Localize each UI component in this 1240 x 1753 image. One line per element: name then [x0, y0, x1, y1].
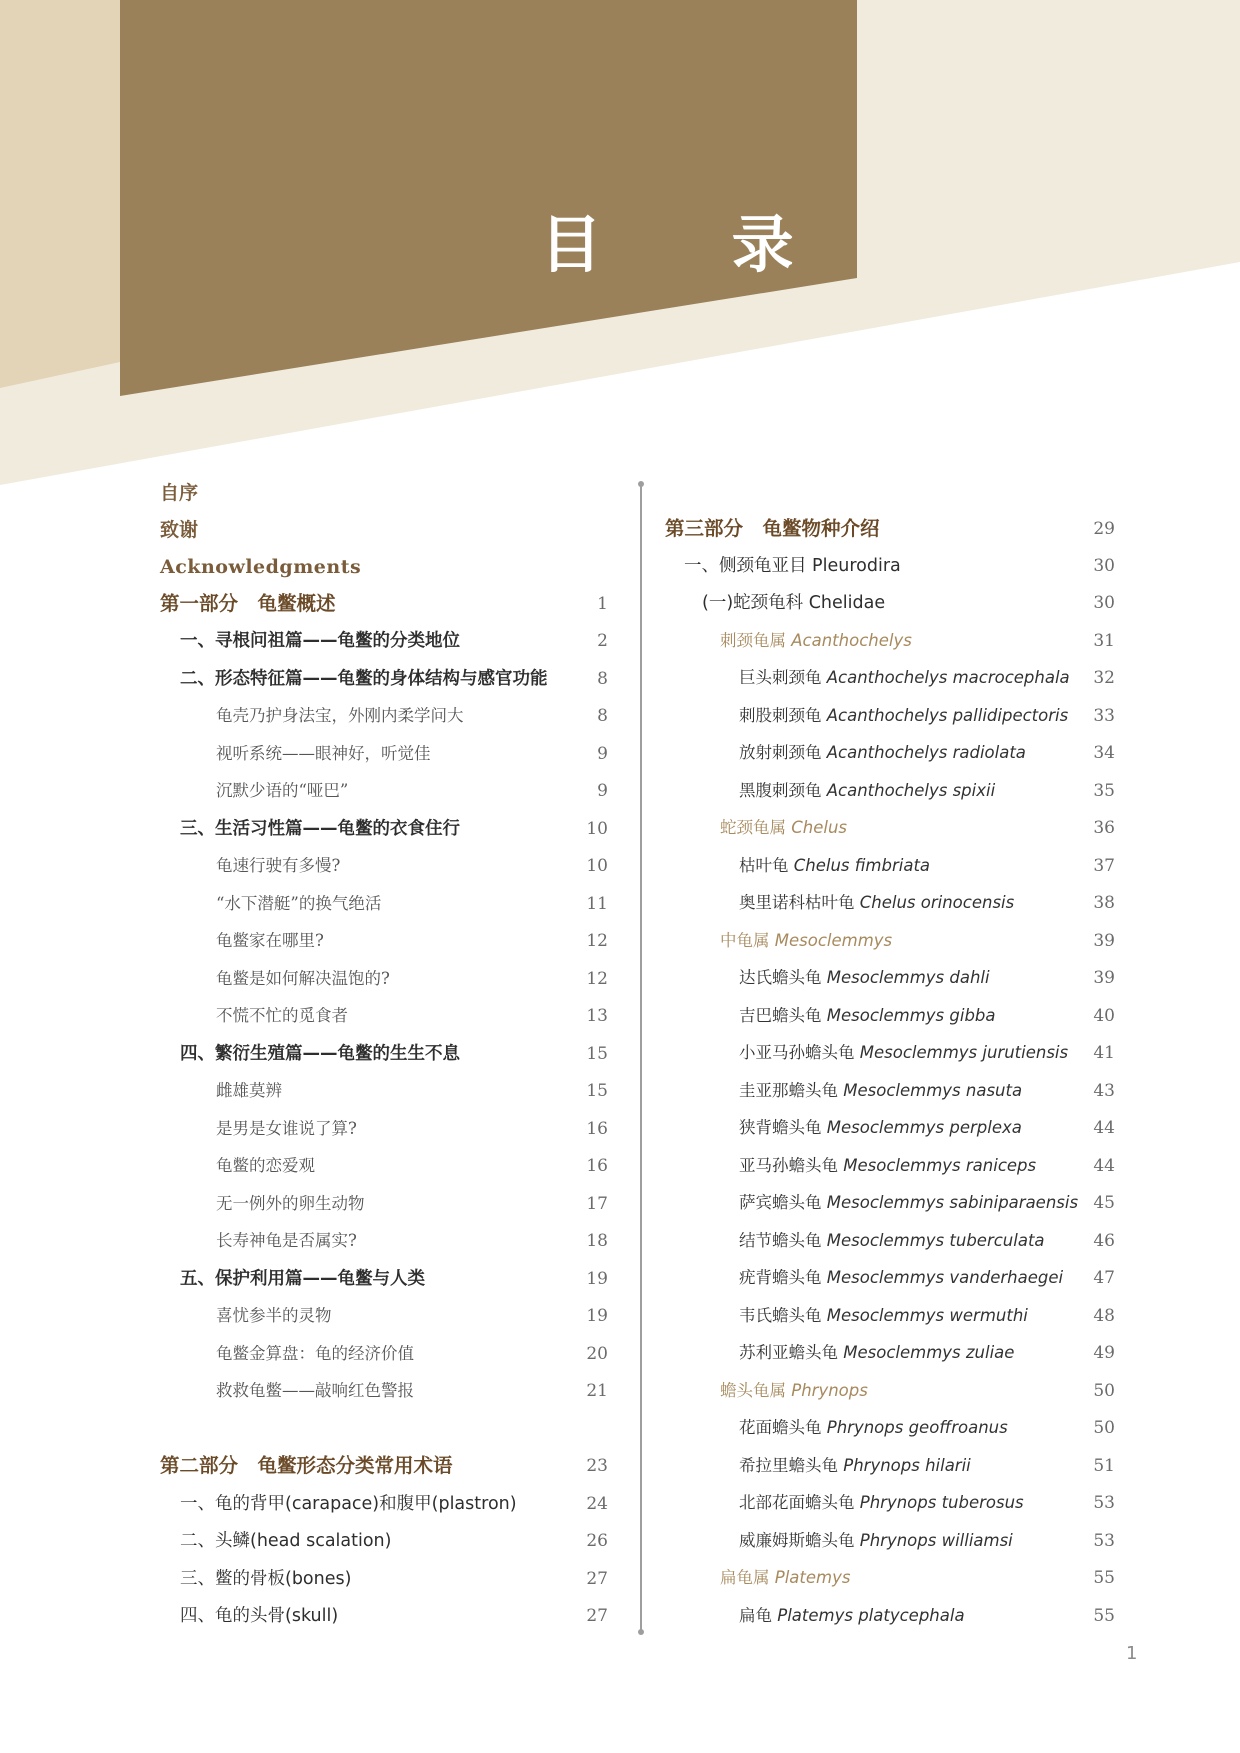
toc-entry-title	[160, 476, 198, 510]
toc-entry-page: 50	[1093, 1381, 1115, 1401]
toc-entry-latin-name: Mesoclemmys vanderhaegei	[826, 1268, 1064, 1287]
toc-entry-label: 吉巴蟾头龟	[739, 1006, 827, 1025]
toc-entry-page: 40	[1093, 1006, 1115, 1026]
toc-entry-label: 龟鳖金算盘：龟的经济价值	[216, 1344, 414, 1363]
toc-entry-label: “水下潜艇”的换气绝活	[216, 894, 382, 913]
toc-entry	[0, 1149, 1240, 1183]
toc-entry-page: 31	[1093, 631, 1115, 651]
toc-entry-label: 小亚马孙蟾头龟	[739, 1043, 860, 1062]
toc-entry-latin-name: Chelus	[791, 818, 848, 837]
toc-entry-label: 达氏蟾头龟	[739, 968, 827, 987]
toc-entry-label: 三、鳖的骨板(bones)	[180, 1569, 352, 1589]
toc-entry-page: 24	[586, 1494, 608, 1514]
toc-entry-label: 一、龟的背甲(carapace)和腹甲(plastron)	[180, 1494, 517, 1514]
toc-entry-page: 1	[597, 594, 608, 614]
toc-entry-latin-name: Acanthochelys macrocephala	[826, 668, 1070, 687]
toc-entry-label: 一、侧颈龟亚目 Pleurodira	[684, 556, 901, 576]
toc-entry	[0, 999, 1240, 1033]
toc-entry-title	[739, 961, 990, 995]
toc-entry-title	[720, 924, 892, 958]
toc-entry-label: 龟鳖是如何解决温饱的?	[216, 969, 390, 988]
toc-entry-page: 34	[1093, 743, 1115, 763]
column-divider	[640, 483, 642, 1633]
toc-entry-label: 视听系统——眼神好，听觉佳	[216, 744, 431, 763]
toc-entry-title	[739, 1186, 1078, 1220]
toc-entry-latin-name: Mesoclemmys jurutiensis	[859, 1043, 1069, 1062]
toc-entry-title	[739, 736, 1026, 770]
toc-entry-page: 39	[1093, 931, 1115, 951]
toc-entry-page: 43	[1093, 1081, 1115, 1101]
toc-entry-label: 龟速行驶有多慢?	[216, 856, 341, 875]
toc-entry-label: 喜忧参半的灵物	[216, 1306, 332, 1325]
toc-entry-page: 12	[586, 931, 608, 951]
toc-entry	[0, 661, 1240, 695]
toc-entry-page: 19	[586, 1269, 608, 1289]
toc-entry-page: 53	[1093, 1493, 1115, 1513]
toc-entry-page: 44	[1093, 1156, 1115, 1176]
toc-entry-title	[720, 1561, 850, 1595]
toc-entry-label: 沉默少语的“哑巴”	[216, 781, 349, 800]
toc-entry-label: Acknowledgments	[160, 556, 362, 578]
toc-entry-title	[739, 1299, 1028, 1333]
toc-entry-title	[684, 549, 901, 583]
header-light-band	[0, 0, 120, 388]
toc-entry-page: 15	[586, 1044, 608, 1064]
toc-entry-title	[739, 1036, 1068, 1070]
toc-entry-label: 扁龟	[739, 1606, 778, 1625]
toc-entry-label: 五、保护利用篇——龟鳖与人类	[180, 1269, 425, 1289]
toc-entry-latin-name: Phrynops tuberosus	[859, 1493, 1024, 1512]
toc-entry	[0, 1074, 1240, 1108]
toc-entry-title	[739, 1599, 965, 1633]
toc-entry-latin-name: Mesoclemmys raniceps	[843, 1156, 1037, 1175]
toc-entry-label: 蟾头龟属	[720, 1381, 792, 1400]
toc-entry-page: 49	[1093, 1343, 1115, 1363]
toc-entry-label: 长寿神龟是否属实?	[216, 1231, 357, 1250]
toc-entry-page: 16	[586, 1156, 608, 1176]
toc-entry-title	[739, 1149, 1036, 1183]
toc-entry	[0, 476, 1240, 510]
toc-entry-page: 27	[586, 1606, 608, 1626]
toc-entry-title	[739, 774, 995, 808]
toc-entry-page: 55	[1093, 1606, 1115, 1626]
toc-entry-page: 15	[586, 1081, 608, 1101]
toc-entry-label: 中龟属	[720, 931, 775, 950]
toc-entry	[0, 736, 1240, 770]
toc-entry-label: 狭背蟾头龟	[739, 1118, 827, 1137]
toc-entry	[0, 512, 1240, 546]
toc-entry-latin-name: Chelus orinocensis	[859, 893, 1015, 912]
toc-entry-page: 51	[1093, 1456, 1115, 1476]
toc-entry-label: 刺股刺颈龟	[739, 706, 827, 725]
toc-entry-title	[739, 1411, 1008, 1445]
toc-entry	[0, 886, 1240, 920]
toc-entry	[0, 1411, 1240, 1445]
toc-entry-page: 29	[1093, 519, 1115, 539]
toc-entry-title	[739, 1336, 1014, 1370]
toc-entry-page: 12	[586, 969, 608, 989]
toc-entry-page: 44	[1093, 1118, 1115, 1138]
toc-entry	[0, 811, 1240, 845]
toc-entry-title	[720, 624, 912, 658]
toc-entry-label: 第一部分 龟鳖概述	[160, 592, 336, 615]
toc-entry	[0, 1599, 1240, 1633]
toc-entry	[0, 699, 1240, 733]
toc-entry-page: 21	[586, 1381, 608, 1401]
toc-entry-label: 萨宾蟾头龟	[739, 1193, 827, 1212]
toc-entry-page: 38	[1093, 893, 1115, 913]
toc-entry-page: 27	[586, 1569, 608, 1589]
toc-entry-page: 26	[586, 1531, 608, 1551]
toc-entry	[0, 924, 1240, 958]
toc-entry	[0, 1186, 1240, 1220]
toc-entry-page: 32	[1093, 668, 1115, 688]
toc-entry-page: 9	[597, 781, 608, 801]
toc-entry-latin-name: Acanthochelys	[791, 631, 912, 650]
toc-entry-page: 55	[1093, 1568, 1115, 1588]
toc-entry-latin-name: Mesoclemmys	[774, 931, 893, 950]
toc-entry-label: 三、生活习性篇——龟鳖的衣食住行	[180, 819, 460, 839]
toc-entry-label: 希拉里蟾头龟	[739, 1456, 844, 1475]
toc-entry-title	[739, 849, 930, 883]
toc-entry-page: 45	[1093, 1193, 1115, 1213]
toc-entry-title	[739, 699, 1068, 733]
toc-entry-latin-name: Phrynops	[791, 1381, 868, 1400]
toc-entry-latin-name: Mesoclemmys wermuthi	[826, 1306, 1028, 1325]
toc-entry-title	[739, 1111, 1022, 1145]
page-title: 目 录	[540, 208, 848, 281]
toc-entry-page: 10	[586, 856, 608, 876]
toc-entry	[0, 1111, 1240, 1145]
toc-entry-title	[720, 1374, 868, 1408]
toc-entry	[0, 549, 1240, 583]
toc-entry-label: 枯叶龟	[739, 856, 794, 875]
toc-entry-page: 46	[1093, 1231, 1115, 1251]
toc-entry	[0, 624, 1240, 658]
toc-entry-page: 36	[1093, 818, 1115, 838]
toc-entry-label: 第二部分 龟鳖形态分类常用术语	[160, 1454, 453, 1477]
toc-entry	[0, 586, 1240, 620]
toc-entry-label: (一)蛇颈龟科 Chelidae	[702, 593, 886, 613]
toc-entry-label: 扁龟属	[720, 1568, 775, 1587]
toc-entry-latin-name: Phrynops geoffroanus	[826, 1418, 1008, 1437]
toc-entry-latin-name: Mesoclemmys tuberculata	[826, 1231, 1045, 1250]
toc-entry-title	[739, 661, 1070, 695]
toc-entry-label: 花面蟾头龟	[739, 1418, 827, 1437]
toc-entry-label: 不慌不忙的觅食者	[216, 1006, 348, 1025]
toc-entry-label: 奥里诺科枯叶龟	[739, 893, 860, 912]
toc-entry	[0, 1336, 1240, 1370]
toc-entry-page: 47	[1093, 1268, 1115, 1288]
toc-entry-page: 2	[597, 631, 608, 651]
toc-entry-label: 龟鳖的恋爱观	[216, 1156, 315, 1175]
toc-entry-label: 放射刺颈龟	[739, 743, 827, 762]
toc-entry-latin-name: Mesoclemmys sabiniparaensis	[826, 1193, 1079, 1212]
toc-entry-title	[739, 1524, 1013, 1558]
toc-entry-page: 37	[1093, 856, 1115, 876]
toc-entry-page: 41	[1093, 1043, 1115, 1063]
toc-entry-latin-name: Mesoclemmys dahli	[826, 968, 990, 987]
toc-entry-latin-name: Platemys	[774, 1568, 851, 1587]
toc-entry-label: 自序	[160, 482, 199, 504]
toc-entry-title	[739, 1224, 1045, 1258]
toc-entry	[0, 774, 1240, 808]
divider-bottom-dot	[638, 1629, 644, 1635]
toc-entry-latin-name: Acanthochelys radiolata	[826, 743, 1026, 762]
toc-entry-page: 20	[586, 1344, 608, 1364]
toc-entry-latin-name: Phrynops williamsi	[859, 1531, 1013, 1550]
toc-entry	[0, 1524, 1240, 1558]
toc-entry-page: 50	[1093, 1418, 1115, 1438]
toc-entry-label: 北部花面蟾头龟	[739, 1493, 860, 1512]
toc-entry-page: 8	[597, 669, 608, 689]
toc-entry-label: 刺颈龟属	[720, 631, 792, 650]
toc-entry	[0, 1374, 1240, 1408]
toc-entry-label: 龟鳖家在哪里?	[216, 931, 324, 950]
toc-entry-label: 二、形态特征篇——龟鳖的身体结构与感官功能	[180, 669, 548, 689]
toc-entry-latin-name: Acanthochelys spixii	[826, 781, 996, 800]
toc-entry	[0, 1486, 1240, 1520]
toc-entry-label: 巨头刺颈龟	[739, 668, 827, 687]
toc-entry-label: 救救龟鳖——敲响红色警报	[216, 1381, 414, 1400]
toc-entry-label: 蛇颈龟属	[720, 818, 792, 837]
toc-entry-page: 10	[586, 819, 608, 839]
toc-entry-page: 18	[586, 1231, 608, 1251]
toc-entry-latin-name: Mesoclemmys nasuta	[843, 1081, 1023, 1100]
toc-entry-label: 第三部分 龟鳖物种介绍	[665, 517, 880, 540]
toc-entry-label: 疣背蟾头龟	[739, 1268, 827, 1287]
toc-entry-page: 16	[586, 1119, 608, 1139]
toc-entry	[0, 1561, 1240, 1595]
toc-entry-label: 圭亚那蟾头龟	[739, 1081, 844, 1100]
toc-entry-title	[739, 999, 996, 1033]
toc-entry-latin-name: Phrynops hilarii	[843, 1456, 971, 1475]
toc-entry-latin-name: Mesoclemmys perplexa	[826, 1118, 1022, 1137]
divider-top-dot	[638, 481, 644, 487]
toc-entry-latin-name: Platemys platycephala	[777, 1606, 965, 1625]
toc-entry-label: 四、龟的头骨(skull)	[180, 1606, 339, 1626]
toc-entry	[0, 1036, 1240, 1070]
toc-entry	[0, 1299, 1240, 1333]
toc-entry-latin-name: Mesoclemmys zuliae	[843, 1343, 1015, 1362]
toc-entry-label: 雌雄莫辨	[216, 1081, 282, 1100]
toc-entry-title	[739, 1449, 971, 1483]
toc-entry-page: 11	[586, 894, 608, 914]
toc-entry	[0, 1261, 1240, 1295]
toc-entry-label: 威廉姆斯蟾头龟	[739, 1531, 860, 1550]
toc-entry-page: 53	[1093, 1531, 1115, 1551]
page-number: 1	[1126, 1643, 1138, 1664]
toc-entry-label: 韦氏蟾头龟	[739, 1306, 827, 1325]
toc-entry-latin-name: Chelus fimbriata	[793, 856, 931, 875]
toc-entry-label: 苏利亚蟾头龟	[739, 1343, 844, 1362]
toc-entry-page: 48	[1093, 1306, 1115, 1326]
toc-entry-page: 35	[1093, 781, 1115, 801]
toc-entry-label: 四、繁衍生殖篇——龟鳖的生生不息	[180, 1044, 460, 1064]
toc-entry-page: 30	[1093, 556, 1115, 576]
toc-entry-page: 30	[1093, 593, 1115, 613]
toc-entry	[0, 849, 1240, 883]
toc-entry-title	[739, 1486, 1024, 1520]
toc-entry-page: 8	[597, 706, 608, 726]
toc-entry-title	[739, 1074, 1022, 1108]
toc-entry-label: 无一例外的卵生动物	[216, 1194, 365, 1213]
toc-entry-label: 龟壳乃护身法宝，外刚内柔学问大	[216, 706, 464, 725]
toc-entry-page: 23	[586, 1456, 608, 1476]
toc-entry-label: 致谢	[160, 519, 199, 541]
toc-entry-label: 是男是女谁说了算?	[216, 1119, 357, 1138]
toc-entry-page: 9	[597, 744, 608, 764]
toc-entry-title	[739, 1261, 1063, 1295]
toc-entry-title	[665, 512, 880, 546]
toc-entry	[0, 1449, 1240, 1483]
toc-entry-latin-name: Mesoclemmys gibba	[826, 1006, 996, 1025]
toc-entry-page: 13	[586, 1006, 608, 1026]
toc-entry-latin-name: Acanthochelys pallidipectoris	[826, 706, 1069, 725]
toc-entry-label: 黑腹刺颈龟	[739, 781, 827, 800]
toc-entry-label: 二、头鳞(head scalation)	[180, 1531, 392, 1551]
toc-entry	[0, 1224, 1240, 1258]
toc-entry-page: 39	[1093, 968, 1115, 988]
toc-entry-title	[739, 886, 1014, 920]
toc-entry-title	[702, 586, 885, 620]
toc-entry	[0, 961, 1240, 995]
toc-entry-title	[720, 811, 847, 845]
toc-entry-page: 33	[1093, 706, 1115, 726]
toc-entry-label: 亚马孙蟾头龟	[739, 1156, 844, 1175]
toc-entry-page: 19	[586, 1306, 608, 1326]
toc-entry-page: 17	[586, 1194, 608, 1214]
toc-entry-label: 一、寻根问祖篇——龟鳖的分类地位	[180, 631, 460, 651]
toc-entry-label: 结节蟾头龟	[739, 1231, 827, 1250]
